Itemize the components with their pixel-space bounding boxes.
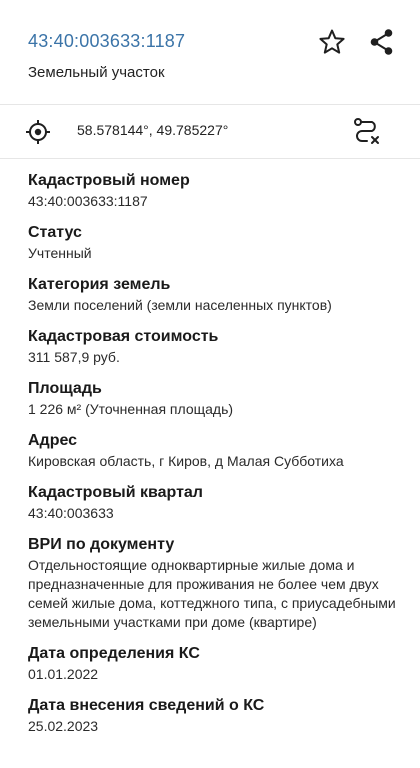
- route-icon: [352, 116, 382, 146]
- field-value[interactable]: 43:40:003633:1187: [28, 193, 148, 209]
- favorite-button[interactable]: [317, 27, 347, 57]
- field-status: [28, 222, 398, 263]
- field-label: Кадастровый квартал: [28, 484, 203, 501]
- field-label: ВРИ по документу: [28, 536, 175, 553]
- field-label: Кадастровый номер: [28, 172, 190, 189]
- field-permitted-use: [28, 534, 398, 632]
- property-fields: [28, 170, 398, 747]
- field-label: Площадь: [28, 380, 102, 397]
- field-value: 25.02.2023: [28, 718, 99, 734]
- coordinates-text[interactable]: 58.578144°, 49.785227°: [77, 122, 229, 138]
- field-value[interactable]: Кировская область, г Киров, д Малая Субботиха: [28, 453, 344, 469]
- field-land-category: [28, 274, 398, 315]
- header: [0, 0, 420, 102]
- divider: [0, 158, 420, 159]
- field-label: Адрес: [28, 432, 78, 449]
- field-cadastral-number: [28, 170, 398, 211]
- object-type-subtitle: Земельный участок: [28, 64, 165, 81]
- field-value: Отдельностоящие одноквартирные жилые дома и предназначенные для проживания не более чем двух семей жилые дома, коттеджного типа, с приусадебными земельными участками при доме (квартире): [28, 557, 396, 630]
- share-button[interactable]: [368, 27, 396, 57]
- crosshair-icon: [25, 119, 51, 145]
- field-value[interactable]: 43:40:003633: [28, 505, 114, 521]
- field-value: 311 587,9 руб.: [28, 349, 120, 365]
- locate-button[interactable]: [25, 119, 51, 145]
- field-cadastral-cost: [28, 326, 398, 367]
- field-label: Кадастровая стоимость: [28, 328, 219, 345]
- share-icon: [369, 28, 395, 56]
- field-label: Дата внесения сведений о КС: [28, 697, 265, 714]
- field-cost-date: [28, 643, 398, 684]
- field-label: Дата определения КС: [28, 645, 200, 662]
- route-button[interactable]: [352, 116, 382, 146]
- star-icon: [318, 28, 346, 56]
- field-value: Учтенный: [28, 245, 92, 261]
- field-label: Статус: [28, 224, 82, 241]
- field-cadastral-quarter: [28, 482, 398, 523]
- field-value: 01.01.2022: [28, 666, 99, 682]
- field-value: 1 226 м² (Уточненная площадь): [28, 401, 234, 417]
- field-cost-entry-date: [28, 695, 398, 736]
- cadastral-number-title[interactable]: 43:40:003633:1187: [28, 31, 186, 51]
- field-label: Категория земель: [28, 276, 171, 293]
- field-area: [28, 378, 398, 419]
- field-address: [28, 430, 398, 471]
- field-value: Земли поселений (земли населенных пунктов): [28, 297, 332, 313]
